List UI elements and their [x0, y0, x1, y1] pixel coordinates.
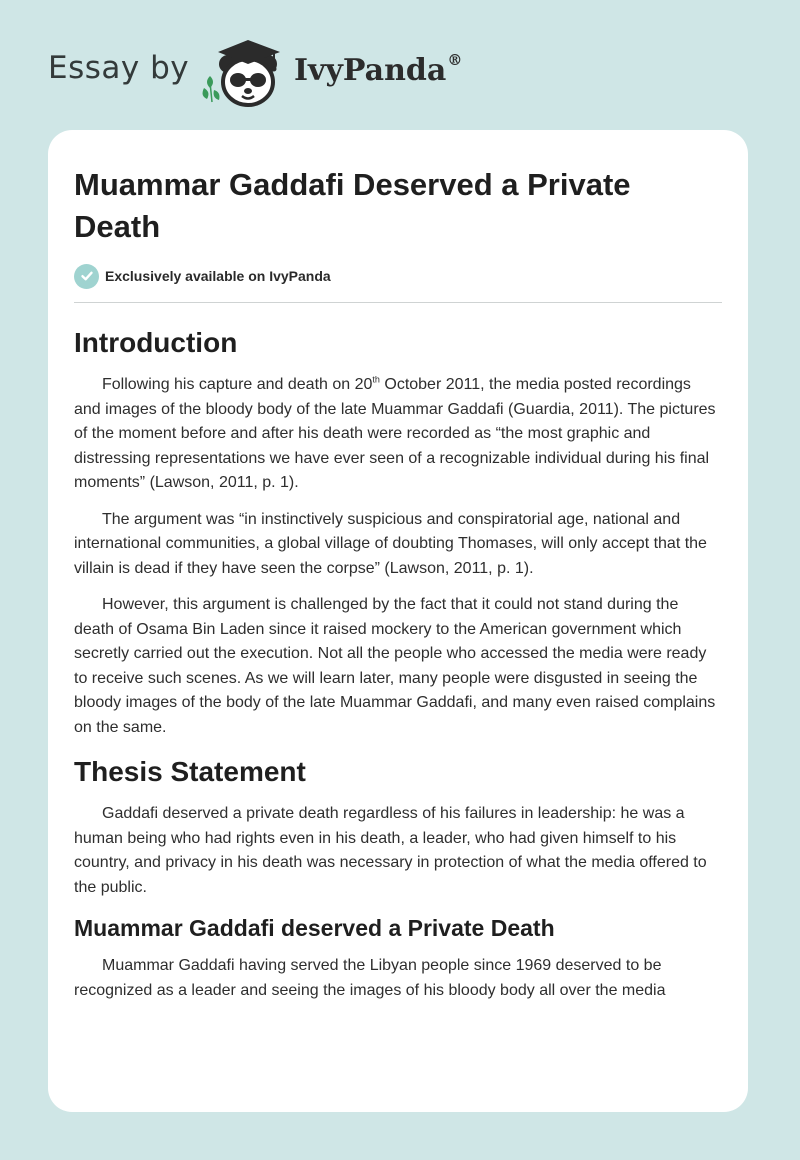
paragraph-intro-3: However, this argument is challenged by the fact that it could not stand during the death of Osama Bin Laden since it raised mockery to the American government which secretly carried out the execution. Not all the people who accessed the media were ready to receive such scenes. As we will learn later, many people were disgusted in seeing the bloody images of the body of the late Muammar Gaddafi, and many even raised complains on the same.: [74, 596, 716, 736]
paragraph-thesis-1: Gaddafi deserved a private death regardless of his failures in leadership: he was a human being who had rights even in his death, a leader, who had given himself to his country, and privacy in his death was necessary in protection of what the media offered to the public.: [74, 805, 707, 896]
ordinal-suffix: th: [372, 374, 380, 385]
brand-name: IvyPanda®: [294, 51, 463, 88]
exclusive-text: Exclusively available on IvyPanda: [105, 268, 331, 284]
paragraph-intro-2: The argument was “in instinctively suspicious and conspiratorial age, national and international communities, a global village of doubting Thomases, will only accept that the villain is dead if they have seen the corpse” (Lawson, 2011, p. 1).: [74, 510, 707, 577]
section-heading-introduction: Introduction: [74, 327, 238, 358]
panda-graduate-icon: [200, 34, 290, 110]
brand-prefix: Essay by: [48, 50, 190, 86]
registered-mark: ®: [447, 51, 463, 69]
exclusive-badge: [74, 262, 722, 290]
page-title: Muammar Gaddafi Deserved a Private Death: [74, 167, 631, 244]
paragraph-intro-1: Following his capture and death on 20th October 2011, the media posted recordings and images of the bloody body of the late Muammar Gaddafi (Guardia, 2011). The pictures of the moment before and after his death were recorded as “the most graphic and distressing representations we have ever seen of a recognizable individual during his final moments” (Lawson, 2011, p. 1).: [74, 374, 716, 491]
site-header-logo[interactable]: [48, 30, 508, 110]
divider: [74, 302, 722, 303]
essay-content: [74, 164, 722, 1015]
subsection-heading: Muammar Gaddafi deserved a Private Death: [74, 915, 555, 941]
check-circle-icon: [74, 264, 99, 289]
paragraph-sub-1: Muammar Gaddafi having served the Libyan people since 1969 deserved to be recognized as a leader and seeing the images of his bloody body all over the media: [74, 957, 666, 999]
essay-card: [48, 130, 748, 1112]
section-heading-thesis: Thesis Statement: [74, 756, 306, 787]
